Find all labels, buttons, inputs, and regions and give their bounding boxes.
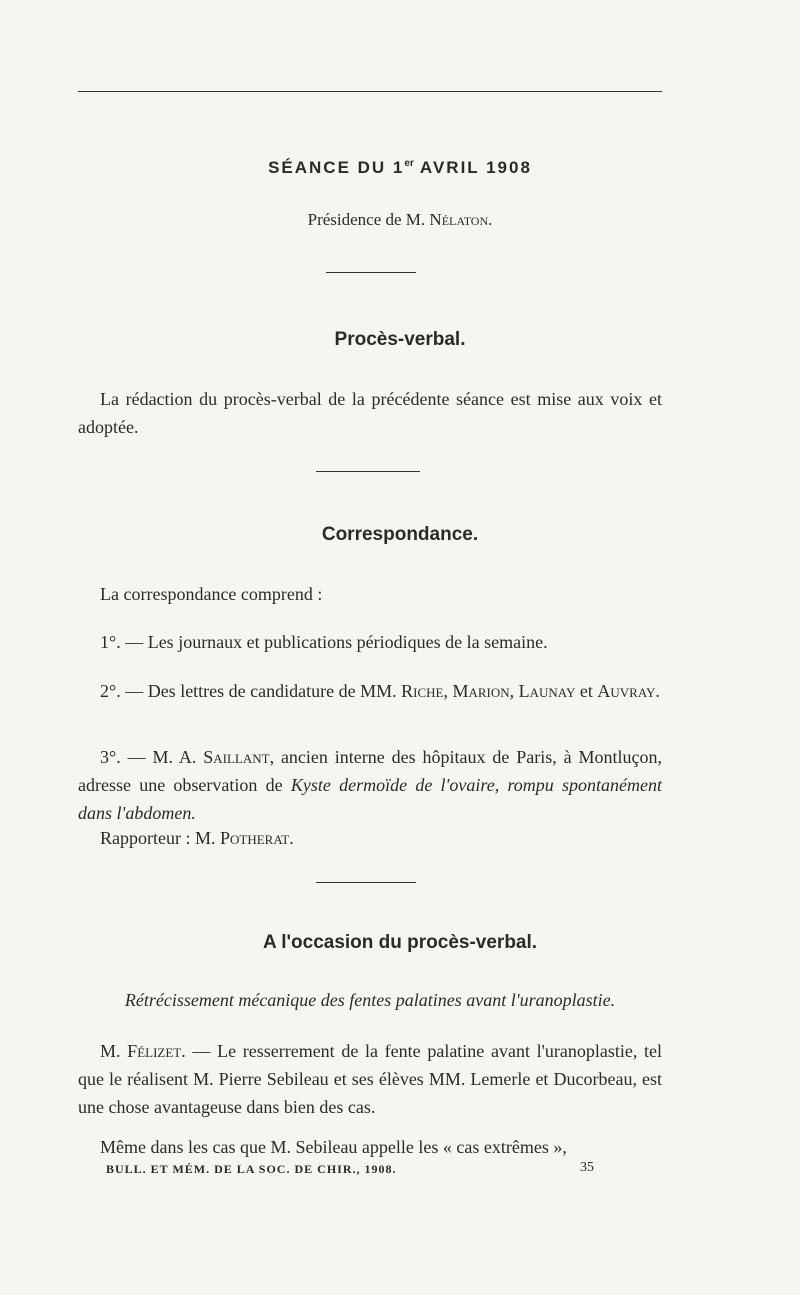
section-heading-occasion: A l'occasion du procès-verbal. xyxy=(262,932,538,953)
article-subtitle: Rétrécissement mécanique des fentes palatines avant l'uranoplastie. xyxy=(124,990,616,1010)
presidence-line: Présidence de M. Nélaton. xyxy=(307,210,493,229)
felizet-paragraph: M. Félizet. — Le resserrement de la fente palatine avant l'uranoplastie, tel que le réalisent M. Pierre Sebileau et ses élèves MM. Lemerle et Ducorbeau, est une chose avantageuse dans bien des cas. xyxy=(78,1041,662,1117)
sebileau-paragraph: Même dans les cas que M. Sebileau appelle les « cas extrêmes », xyxy=(100,1137,567,1157)
correspondance-item-2: 2°. — Des lettres de candidature de MM. Riche, Marion, Launay et Auvray. xyxy=(100,681,660,701)
section-divider xyxy=(316,882,416,883)
section-heading-correspondance: Correspondance. xyxy=(321,524,479,545)
section-divider xyxy=(316,471,420,472)
proces-verbal-paragraph: La rédaction du procès-verbal de la précédente séance est mise aux voix et adoptée. xyxy=(78,389,662,437)
correspondance-intro: La correspondance comprend : xyxy=(100,584,323,604)
section-divider xyxy=(326,272,416,273)
page-title: SÉANCE DU 1er AVRIL 1908 xyxy=(268,158,532,177)
correspondance-item-3: 3°. — M. A. Saillant, ancien interne des hôpitaux de Paris, à Montluçon, adresse une observation de Kyste dermoïde de l'ovaire, rompu spontanément dans l'abdomen. xyxy=(78,747,662,823)
journal-footer: BULL. ET MÉM. DE LA SOC. DE CHIR., 1908. xyxy=(106,1162,397,1176)
section-heading-proces-verbal: Procès-verbal. xyxy=(334,329,466,350)
correspondance-item-1: 1°. — Les journaux et publications périodiques de la semaine. xyxy=(100,632,548,652)
page-number: 35 xyxy=(580,1160,594,1175)
rapporteur-line: Rapporteur : M. Potherat. xyxy=(100,828,294,848)
top-rule xyxy=(78,91,662,92)
